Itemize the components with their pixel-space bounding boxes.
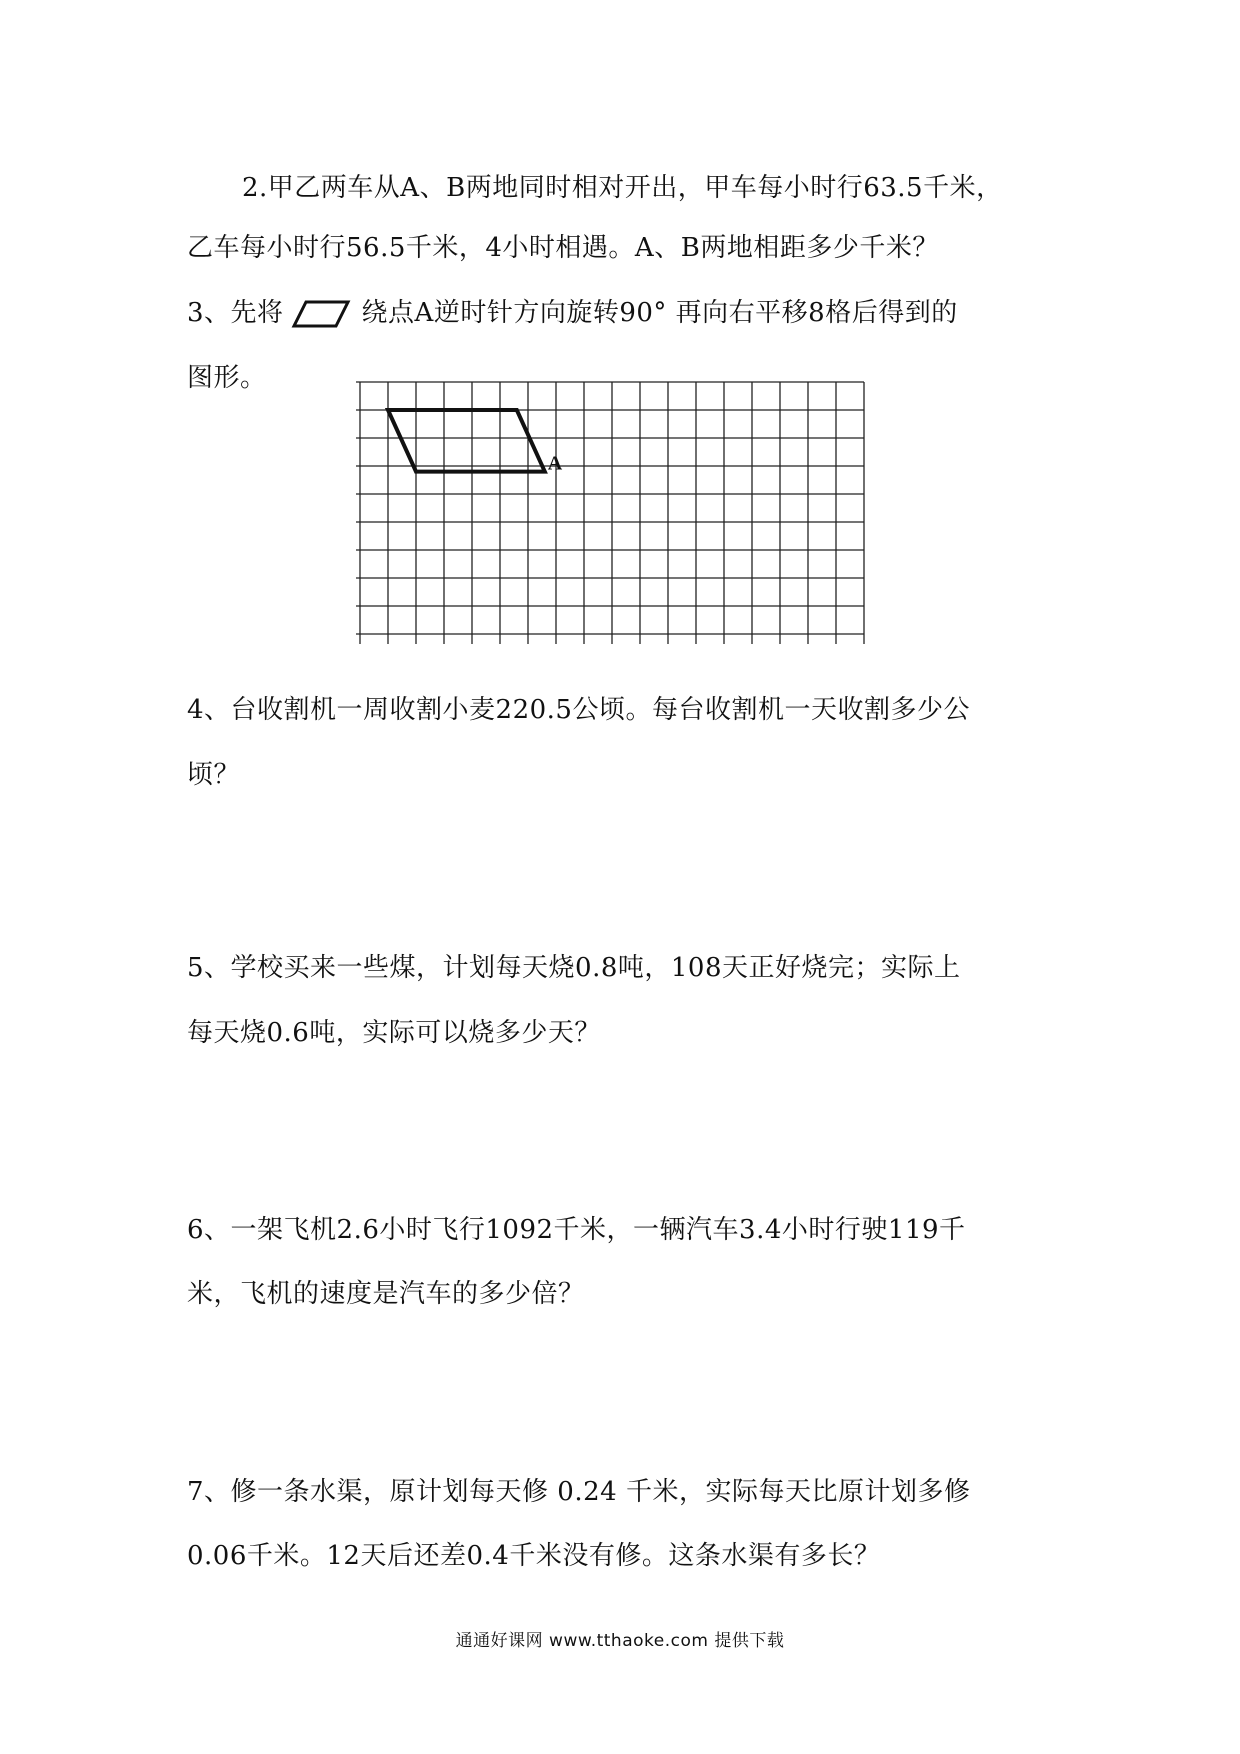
grid-figure [356, 378, 876, 658]
parallelogram-shape [388, 410, 545, 472]
q3-line2: 图形。 [187, 363, 267, 393]
q4-line1: 4、台收割机一周收割小麦220.5公顷。每台收割机一天收割多少公 [187, 695, 970, 725]
q4-line2: 顷？ [187, 760, 241, 790]
grid-lines [356, 382, 864, 644]
q3-line1 [187, 295, 1067, 331]
q6-line2: 米，飞机的速度是汽车的多少倍？ [187, 1279, 585, 1309]
q3-before-shape: 3、先将 [187, 298, 284, 328]
q5-line2: 每天烧0.6吨，实际可以烧多少天？ [187, 1018, 601, 1048]
q2-line2: 乙车每小时行56.5千米，4小时相遇。A、B两地相距多少千米？ [187, 233, 939, 263]
q7-line2: 0.06千米。12天后还差0.4千米没有修。这条水渠有多长？ [187, 1541, 881, 1571]
q3-after-shape: 绕点A逆时针方向旋转90° 再向右平移8格后得到的 [361, 298, 958, 328]
q6-line1: 6、一架飞机2.6小时飞行1092千米，一辆汽车3.4小时行驶119千 [187, 1215, 966, 1245]
q7-line1: 7、修一条水渠，原计划每天修 0.24 千米，实际每天比原计划多修 [187, 1477, 971, 1507]
q5-line1: 5、学校买来一些煤，计划每天烧0.8吨，108天正好烧完；实际上 [187, 953, 961, 983]
q2-line1: 2.甲乙两车从A、B两地同时相对开出，甲车每小时行63.5千米， [242, 173, 1003, 203]
parallelogram-icon [290, 298, 352, 330]
page-footer: 通通好课网 www.tthaoke.com 提供下载 [455, 1631, 785, 1651]
point-a-label: A [547, 452, 563, 475]
